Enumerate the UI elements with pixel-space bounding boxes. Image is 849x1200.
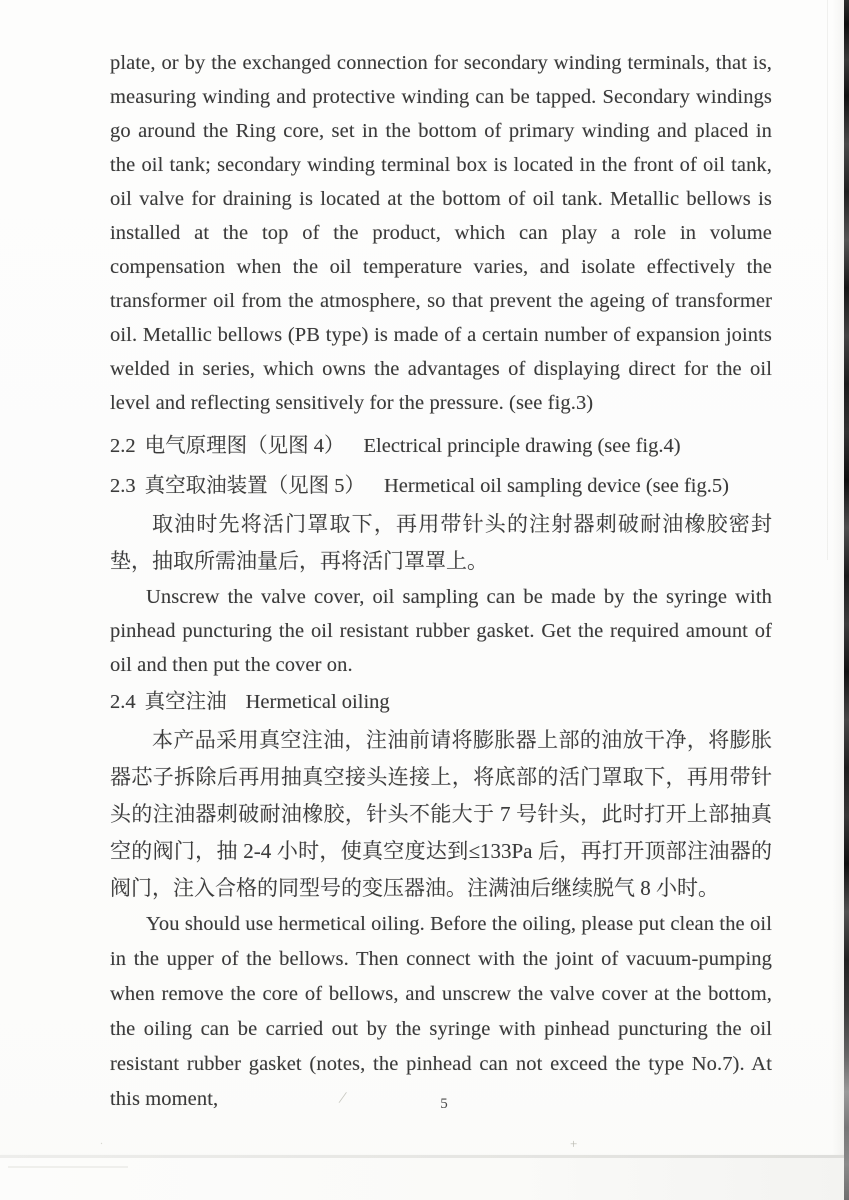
- scan-smudge-artifact: ·: [97, 1137, 107, 1151]
- section-2-2-heading: [110, 426, 772, 466]
- paper-fold-line: [827, 0, 828, 560]
- scan-edge-shadow: [832, 0, 844, 1200]
- section-2-3-title-en: Hermetical oil sampling device (see fig.5): [384, 475, 729, 497]
- scanner-background: [0, 1158, 844, 1200]
- section-2-3-heading: [110, 466, 772, 506]
- scan-slash-artifact: /: [338, 1087, 347, 1108]
- scan-edge-strip: [844, 0, 849, 1200]
- section-2-2-title-en: Electrical principle drawing (see fig.4): [363, 435, 681, 457]
- scanner-background-line: [8, 1166, 128, 1168]
- page-content: [110, 46, 772, 1117]
- section-2-4-number: 2.4: [110, 691, 136, 713]
- page-number: 5: [440, 1096, 448, 1112]
- section-2-3-number: 2.3: [110, 475, 136, 497]
- section-2-4-paragraph-en: You should use hermetical oiling. Before the oiling, please put clean the oil in the upper of the bellows. Then connect with the joint of vacuum-pumping when remove the core of bellows, and unscrew the valve cover at the bottom, the oiling can be carried out by the syringe with pinhead puncturing the oil resistant rubber gasket (notes, the pinhead can not exceed the type No.7). At this moment,: [110, 913, 772, 1110]
- scan-plus-artifact: +: [570, 1136, 578, 1151]
- section-2-4-title-en: Hermetical oiling: [245, 691, 390, 713]
- section-2-4-paragraph-zh: 本产品采用真空注油，注油前请将膨胀器上部的油放干净，将膨胀器芯子拆除后再用抽真空接头连接上，将底部的活门罩取下，再用带针头的注油器刺破耐油橡胶，针头不能大于 7 号针头，此时打开上部抽真空的阀门，抽 2-4 小时，使真空度达到≤133Pa 后，再打开顶部注油器的阀门，注入合格的同型号的变压器油。注满油后继续脱气 8 小时。: [110, 728, 772, 900]
- section-2-2-number: 2.2: [110, 435, 136, 457]
- section-2-2-title-zh: 电气原理图（见图 4）: [144, 435, 345, 457]
- section-2-3-paragraph-zh: 取油时先将活门罩取下，再用带针头的注射器刺破耐油橡胶密封垫，抽取所需油量后，再将活门罩罩上。: [110, 512, 772, 573]
- section-2-4-heading: [110, 682, 772, 722]
- section-2-3-paragraph-en: Unscrew the valve cover, oil sampling can be made by the syringe with pinhead puncturing the oil resistant rubber gasket. Get the required amount of oil and then put the cover on.: [110, 586, 772, 676]
- intro-paragraph: plate, or by the exchanged connection for secondary winding terminals, that is, measuring winding and protective winding can be tapped. Secondary windings go around the Ring core, set in the bottom of primary winding and placed in the oil tank; secondary winding terminal box is located in the front of oil tank, oil valve for draining is located at the bottom of oil tank. Metallic bellows is installed at the top of the product, which can play a role in volume compensation when the oil temperature varies, and isolate effectively the transformer oil from the atmosphere, so that prevent the ageing of transformer oil. Metallic bellows (PB type) is made of a certain number of expansion joints welded in series, which owns the advantages of displaying direct for the oil level and reflecting sensitively for the pressure. (see fig.3): [110, 52, 772, 414]
- section-2-3-title-zh: 真空取油装置（见图 5）: [144, 475, 365, 497]
- section-2-4-title-zh: 真空注油: [144, 691, 227, 713]
